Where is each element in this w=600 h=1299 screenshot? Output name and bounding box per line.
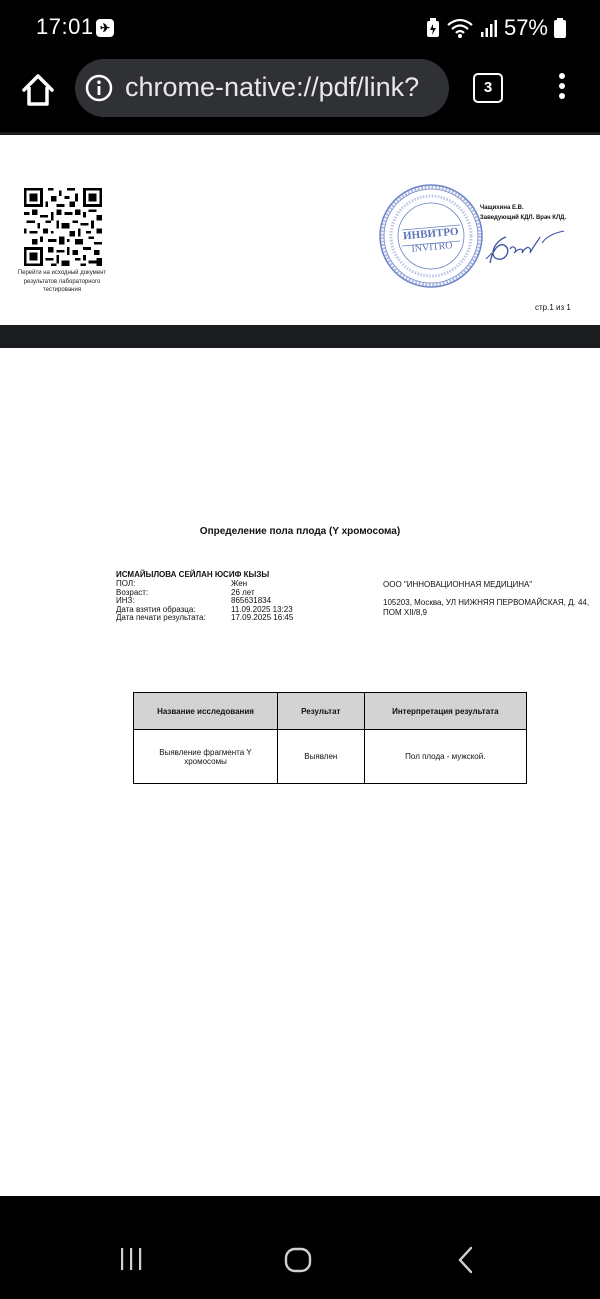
battery-saver-icon — [426, 18, 440, 38]
status-icons — [426, 14, 566, 42]
stamp-main-text: ИНВИТРО — [402, 225, 460, 243]
table-cell: Выявление фрагмента Y хромосомы — [134, 730, 278, 784]
field-value: Жен — [231, 579, 248, 588]
column-header: Результат — [278, 693, 365, 730]
lab-name: ООО "ИННОВАЦИОННАЯ МЕДИЦИНА" — [383, 580, 533, 589]
stamp-sub-text: INVITRO — [411, 240, 453, 255]
qr-code[interactable] — [24, 188, 102, 266]
patient-labels — [116, 580, 206, 623]
field-label: Возраст: — [116, 587, 149, 597]
battery-percent: 57% — [503, 15, 548, 40]
signer-title: Заведующий КДЛ. Врач КЛД. — [480, 215, 567, 221]
system-nav-bar — [0, 1196, 600, 1299]
status-bar — [0, 0, 600, 56]
signal-icon — [480, 18, 498, 38]
patient-values — [231, 580, 293, 623]
more-vert-icon[interactable] — [550, 70, 574, 104]
column-header: Название исследования — [134, 693, 278, 730]
page-number: стр.1 из 1 — [535, 303, 571, 312]
back-icon[interactable] — [456, 1246, 476, 1274]
url-text[interactable]: chrome-native://pdf/link? — [125, 72, 420, 102]
table-row — [134, 730, 527, 784]
field-label: ИНЗ: — [116, 596, 135, 605]
wifi-icon — [446, 17, 474, 39]
signer-name: Чащихина Е.В. — [480, 205, 524, 211]
field-label: Дата взятия образца: — [116, 604, 196, 614]
field-value: 865631834 — [231, 596, 272, 605]
tab-switcher-button[interactable]: 3 — [473, 73, 503, 103]
browser-toolbar — [0, 56, 600, 132]
patient-name: ИСМАЙЫЛОВА СЕЙЛАН ЮСИФ КЫЗЫ — [116, 570, 270, 579]
telegram-icon: ✈ — [96, 19, 114, 37]
home-icon[interactable] — [18, 70, 58, 110]
field-value: 11.09.2025 13:23 — [231, 604, 293, 614]
address-bar[interactable] — [75, 59, 449, 117]
battery-icon — [554, 18, 566, 38]
table-header-row — [134, 693, 527, 730]
pdf-page-2 — [0, 348, 600, 1196]
table-cell: Пол плода - мужской. — [364, 730, 526, 784]
field-label: ПОЛ: — [116, 579, 136, 588]
column-header: Интерпретация результата — [364, 693, 526, 730]
pdf-page-1 — [0, 135, 600, 325]
qr-caption: Перейти на исходный документ результатов лабораторного тестирования — [17, 270, 107, 293]
recents-icon[interactable] — [118, 1246, 144, 1272]
field-label: Дата печати результата: — [116, 613, 206, 622]
field-value: 26 лет — [231, 587, 255, 597]
home-nav-icon[interactable] — [284, 1246, 312, 1274]
pdf-viewer[interactable] — [0, 132, 600, 1196]
status-time: 17:01 — [36, 14, 94, 39]
lab-address: 105203, Москва, УЛ НИЖНЯЯ ПЕРВОМАЙСКАЯ, Д. 44, ПОМ XII/8,9 — [383, 598, 590, 617]
lab-stamp — [378, 183, 484, 289]
table-cell: Выявлен — [278, 730, 365, 784]
signature — [484, 219, 572, 271]
results-table — [133, 692, 527, 784]
info-icon[interactable] — [85, 74, 113, 102]
document-title: Определение пола плода (Y хромосома) — [199, 526, 401, 537]
field-value: 17.09.2025 16:45 — [231, 613, 294, 622]
